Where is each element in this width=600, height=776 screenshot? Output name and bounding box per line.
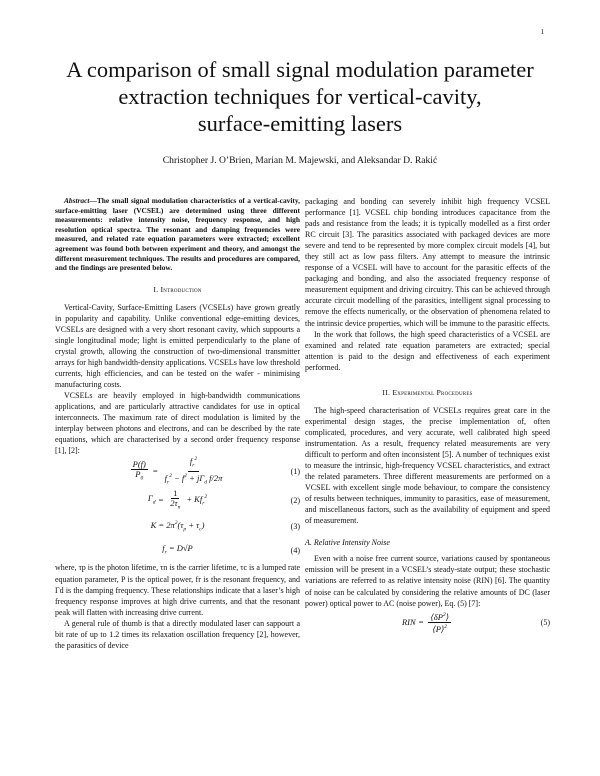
equation-explanation: where, τp is the photon lifetime, τn is the carrier lifetime, τc is a lumped rate equation parameter, P is the optical power, fr is the resonant frequency, and Γd is the damping frequency. These relationships indicate that a laser’s high frequency response improves at high drive currents, and that the resonant peak will flatten with increasing drive current. bbox=[55, 563, 300, 617]
intro-paragraph: VCSELs are heavily employed in high-bandwidth communications applications, and are particularly attractive candidates for use in optical interconnects. The maximum rate of direct modulation is limited by the interplay between photons and electrons, and can be described by the rate equations, which are characterised by a second order frequency response [1], [2]: bbox=[55, 391, 300, 456]
equation-number: (2) bbox=[290, 495, 300, 505]
abstract bbox=[55, 196, 300, 273]
equation-number: (4) bbox=[290, 545, 300, 555]
equation-3: $K = 2\pi^2(\tau_p + \tau_c)$ (3) bbox=[150, 519, 300, 533]
section-heading-experimental: II. Experimental Procedures bbox=[382, 387, 473, 397]
right-column bbox=[305, 196, 550, 637]
equation-1: $\frac{P(f)}{P_0}$ = $\frac{f_r^2}{f_r^2 - f^2 + j\Gamma_d f/2\pi}$ (1) bbox=[132, 456, 300, 486]
equation-2: $\Gamma_d$ = $\frac{1}{2\tau_n}$ + $Kf_r^2$ (2) bbox=[147, 487, 300, 511]
intro-paragraph: In the work that follows, the high speed characteristics of a VCSEL are examined and related rate equation parameters are extracted; special attention is paid to the design and effectiveness of each experiment performed. bbox=[305, 329, 550, 372]
equation-number: (5) bbox=[540, 618, 550, 628]
rin-paragraph: Even with a noise free current source, variations caused by spontaneous emission will be present in a VCSEL’s steady-state output; these stochastic variations are referred to as relative intensity noise (RIN) [6]. The quantity of noise can be calculated by considering the relative amounts of DC (laser power) optical power to AC (noise power), Eq. (5) [7]: bbox=[305, 554, 550, 608]
equation-5: RIN = $\frac{⟨\delta P^2⟩}{⟨P⟩^2}$ (5) bbox=[401, 612, 550, 634]
abstract-label: Abstract bbox=[64, 196, 90, 205]
page-number: 1 bbox=[540, 28, 544, 36]
title-line: A comparison of small signal modulation parameter bbox=[66, 57, 534, 82]
author-list: Christopher J. O’Brien, Marian M. Majewski, and Aleksandar D. Rakić bbox=[162, 155, 438, 166]
equation-number: (3) bbox=[290, 521, 300, 531]
experimental-paragraph: The high-speed characterisation of VCSELs requires great care in the experimental design stages, the precise implementation of, often complicated, procedures, and very accurate, well calibrated high speed instrumentation. As a result, frequency related measurements are very difficult to perform and often inconsistent [5]. A number of techniques exist to measure the intrinsic, high-frequency VCSEL characteristics, and extract the related parameters. Three different measurements are performed on a VCSEL with excellent single mode behaviour, to compare the consistency of results between techniques, immunity to parasitics, ease of measurement, and miscellaneous factors, such as the availability of equipment and speed of measurement. bbox=[305, 405, 550, 526]
equation-4: $f_r = D√P$ (4) bbox=[162, 542, 300, 556]
title-line: extraction techniques for vertical-cavity, bbox=[118, 84, 482, 109]
intro-paragraph: packaging and bonding can severely inhibit high frequency VCSEL performance [1]. VCSEL chip bonding introduces capacitance from the pads and resistance from the leads; it is typically modelled as a first order RC circuit [3]. The parasitics associated with packaged devices are more severe and tend to be represented by more complex circuit models [4], but they still act as low pass filters. Any attempt to measure the intrinsic response of a VCSEL will have to account for the parasitic effects of the packaging and bonding, and also the associated frequency response of measurement equipment and driving circuitry. This can be achieved through accurate circuit modelling of the parasitics, intelligent signal processing to remove the effects numerically, or the observation of phenomena related to the intrinsic device properties, which will be immune to the parasitic effects. bbox=[305, 197, 550, 328]
abstract-text: —The small signal modulation characteristics of a vertical-cavity, surface-emitting laser (VCSEL) are determined using three different measurements: relative intensity noise, frequency response, and high resolution optical spectra. The resonant and damping frequencies were measured, and related rate equation parameters were extracted; excellent agreement was found both between experiment and theory, and amongst the different measurement techniques. The results and procedures are compared, and the findings are presented below. bbox=[55, 196, 300, 273]
equation-number: (1) bbox=[290, 466, 300, 476]
section-heading-introduction: I. Introduction bbox=[153, 284, 202, 294]
title-line: surface-emitting lasers bbox=[197, 111, 403, 136]
left-column bbox=[55, 196, 300, 651]
intro-paragraph: Vertical-Cavity, Surface-Emitting Lasers (VCSELs) have grown greatly in popularity and capability. Unlike conventional edge-emitting devices, VCSELs are designed with a very short resonant cavity, which suppourts a single longitudinal mode; light is emitted perpendicularly to the plane of crystal growth, allowing the construction of two-dimensional transmitter arrays for high bandwidth-density applications. VCSELs have low threshold currents, high efficiencies, and can be tested on the wafer - minimising manufacturing costs. bbox=[55, 302, 300, 390]
paper-title bbox=[30, 56, 570, 137]
subsection-heading-rin: A. Relative Intensity Noise bbox=[305, 538, 390, 548]
intro-paragraph: A general rule of thumb is that a directly modulated laser can sappourt a bit rate of up to 1.2 times its relaxation oscillation frequency [2], however, the parasitics of device bbox=[55, 618, 300, 650]
